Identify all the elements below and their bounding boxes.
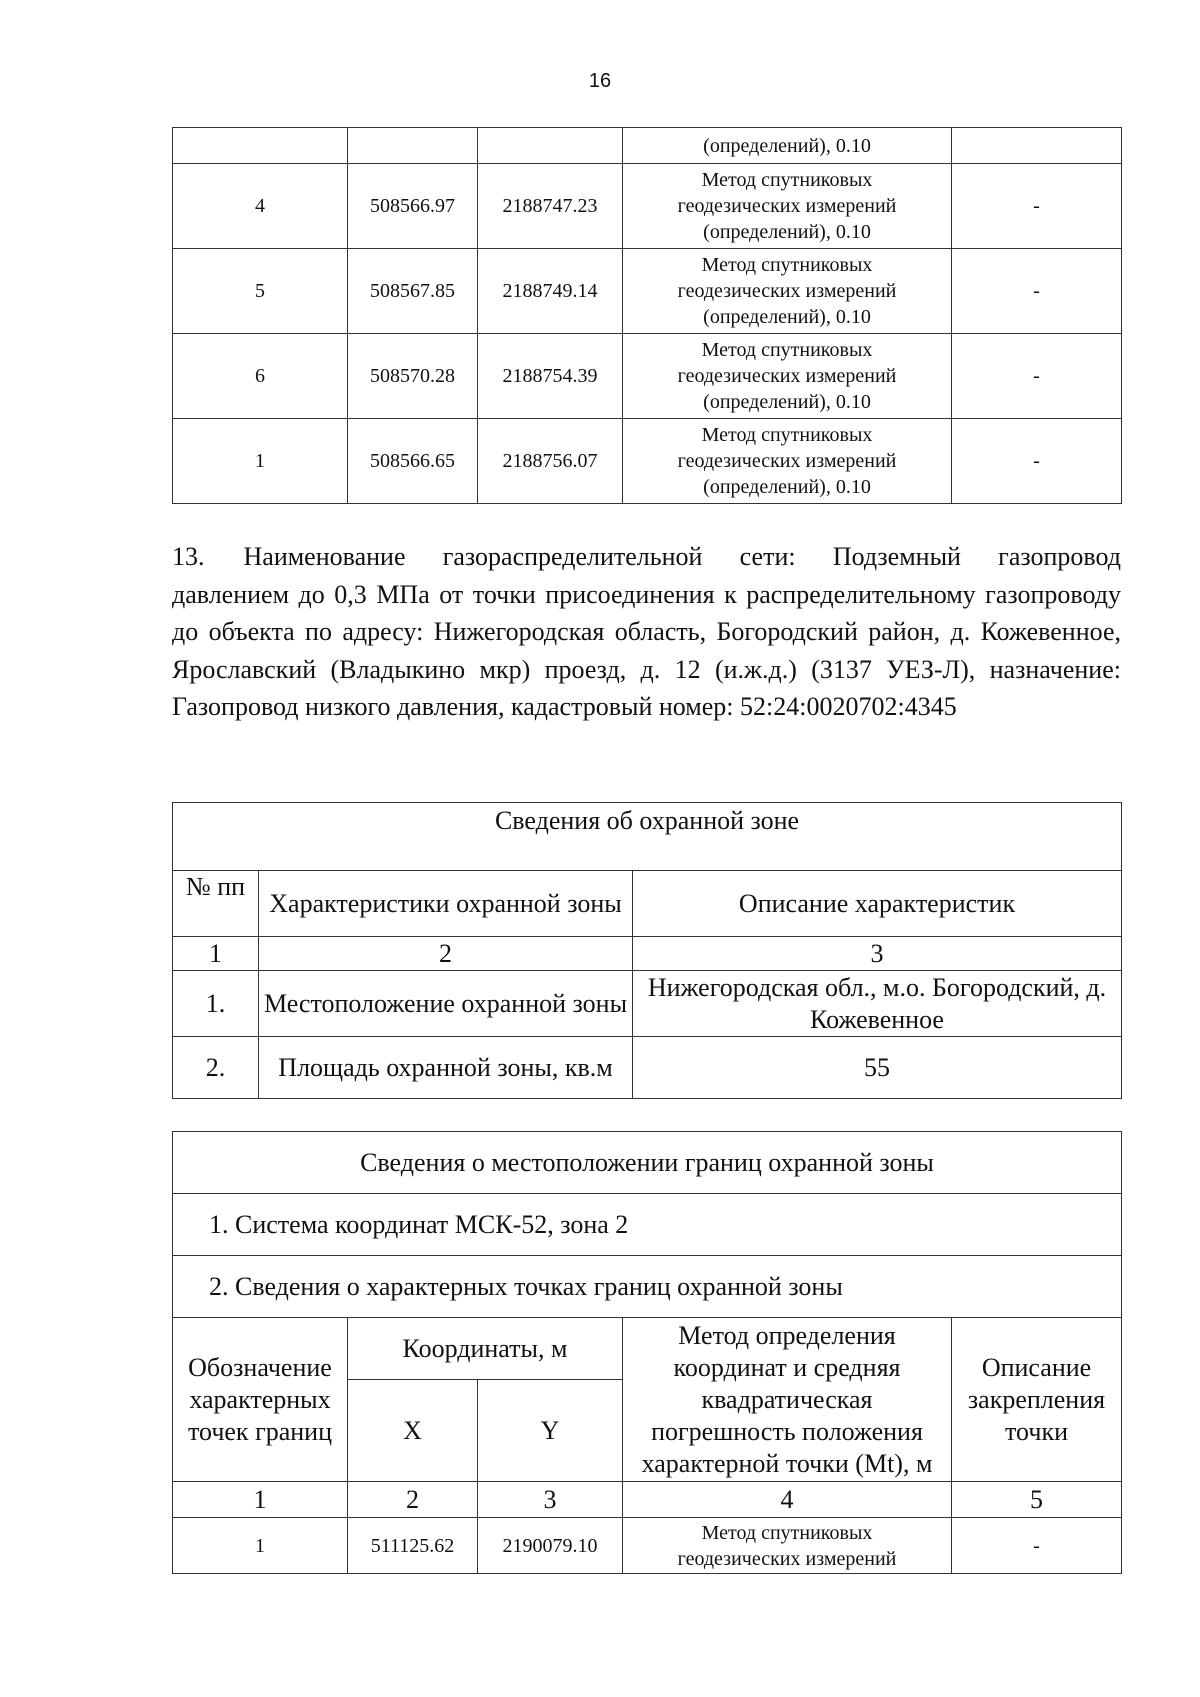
table-title: Сведения о местоположении границ охранной зоны xyxy=(173,1132,1122,1194)
method-cell: Метод спутниковых геодезических измерений (определений), 0.10 xyxy=(623,249,952,334)
table-title-row xyxy=(173,803,1122,871)
column-number-row: 1 2 3 xyxy=(173,937,1122,971)
section-13-paragraph: 13. Наименование газораспределительной сети: Подземный газопровод давлением до 0,3 МПа от точки присоединения к распределительному газопроводу до объекта по адресу: Нижегородская область, Богородский район, д. Кожевенное, Ярославский (Владыкино мкр) проезд, д. 12 (и.ж.д.) (3137 УЕЗ-Л), назначение: Газопровод низкого давления, кадастровый номер: 52:24:0020702:4345 xyxy=(172,542,1121,721)
table-row xyxy=(173,128,1122,164)
points-title-row xyxy=(173,1256,1122,1318)
method-cell: Метод спутниковых геодезических измерений (определений), 0.10 xyxy=(623,334,952,419)
point-cell: 5 xyxy=(173,249,348,334)
page-number: 16 xyxy=(588,70,612,92)
table-row xyxy=(173,419,1122,504)
header-y: Y xyxy=(478,1380,623,1482)
column-number-row: 1 2 3 4 5 xyxy=(173,1482,1122,1518)
method-cell: Метод спутниковых геодезических измерений (определений), 0.10 xyxy=(623,164,952,249)
coordinate-system: 1. Система координат МСК-52, зона 2 xyxy=(173,1194,1122,1256)
method-cell: Метод спутниковых геодезических измерений (определений), 0.10 xyxy=(623,419,952,504)
coordinate-system-row xyxy=(173,1194,1122,1256)
method-cell: (определений), 0.10 xyxy=(623,128,952,164)
table-header-row xyxy=(173,1318,1122,1380)
point-cell: 1 xyxy=(173,419,348,504)
table-row xyxy=(173,334,1122,419)
y-cell: 2188747.23 xyxy=(478,164,623,249)
header-characteristics: Характеристики охранной зоны xyxy=(259,871,633,937)
x-cell: 508566.65 xyxy=(348,419,478,504)
table-header-row xyxy=(173,871,1122,937)
table-row xyxy=(173,1518,1122,1574)
table-title: Сведения об охранной зоне xyxy=(173,803,1122,871)
boundary-location-table xyxy=(172,1131,1122,1574)
protection-zone-info-table xyxy=(172,802,1122,1099)
x-cell: 511125.62 xyxy=(348,1518,478,1574)
header-method: Метод определения координат и средняя квадратическая погрешность положения характерной точки (Mt), м xyxy=(623,1318,952,1482)
desc-cell: - xyxy=(952,419,1122,504)
header-coordinates: Координаты, м xyxy=(348,1318,623,1380)
desc-cell: - xyxy=(952,164,1122,249)
header-point: Обозначение характерных точек границ xyxy=(173,1318,348,1482)
header-description: Описание характеристик xyxy=(633,871,1122,937)
point-cell: 6 xyxy=(173,334,348,419)
x-cell: 508570.28 xyxy=(348,334,478,419)
table-row xyxy=(173,249,1122,334)
table-row xyxy=(173,164,1122,249)
table-title-row xyxy=(173,1132,1122,1194)
header-number: № пп xyxy=(173,871,259,937)
coordinates-table-continued xyxy=(172,127,1122,504)
table-row: 2. Площадь охранной зоны, кв.м 55 xyxy=(173,1037,1122,1099)
method-cell: Метод спутниковых геодезических измерений xyxy=(623,1518,952,1574)
point-cell: 1 xyxy=(173,1518,348,1574)
desc-cell: - xyxy=(952,1518,1122,1574)
x-cell: 508566.97 xyxy=(348,164,478,249)
desc-cell: - xyxy=(952,249,1122,334)
points-title: 2. Сведения о характерных точках границ охранной зоны xyxy=(173,1256,1122,1318)
desc-cell: - xyxy=(952,334,1122,419)
x-cell: 508567.85 xyxy=(348,249,478,334)
y-cell: 2190079.10 xyxy=(478,1518,623,1574)
y-cell: 2188749.14 xyxy=(478,249,623,334)
header-x: X xyxy=(348,1380,478,1482)
header-description: Описание закрепления точки xyxy=(952,1318,1122,1482)
y-cell: 2188754.39 xyxy=(478,334,623,419)
point-cell: 4 xyxy=(173,164,348,249)
y-cell: 2188756.07 xyxy=(478,419,623,504)
table-row: 1. Местоположение охранной зоны Нижегородская обл., м.о. Богородский, д. Кожевенное xyxy=(173,971,1122,1037)
